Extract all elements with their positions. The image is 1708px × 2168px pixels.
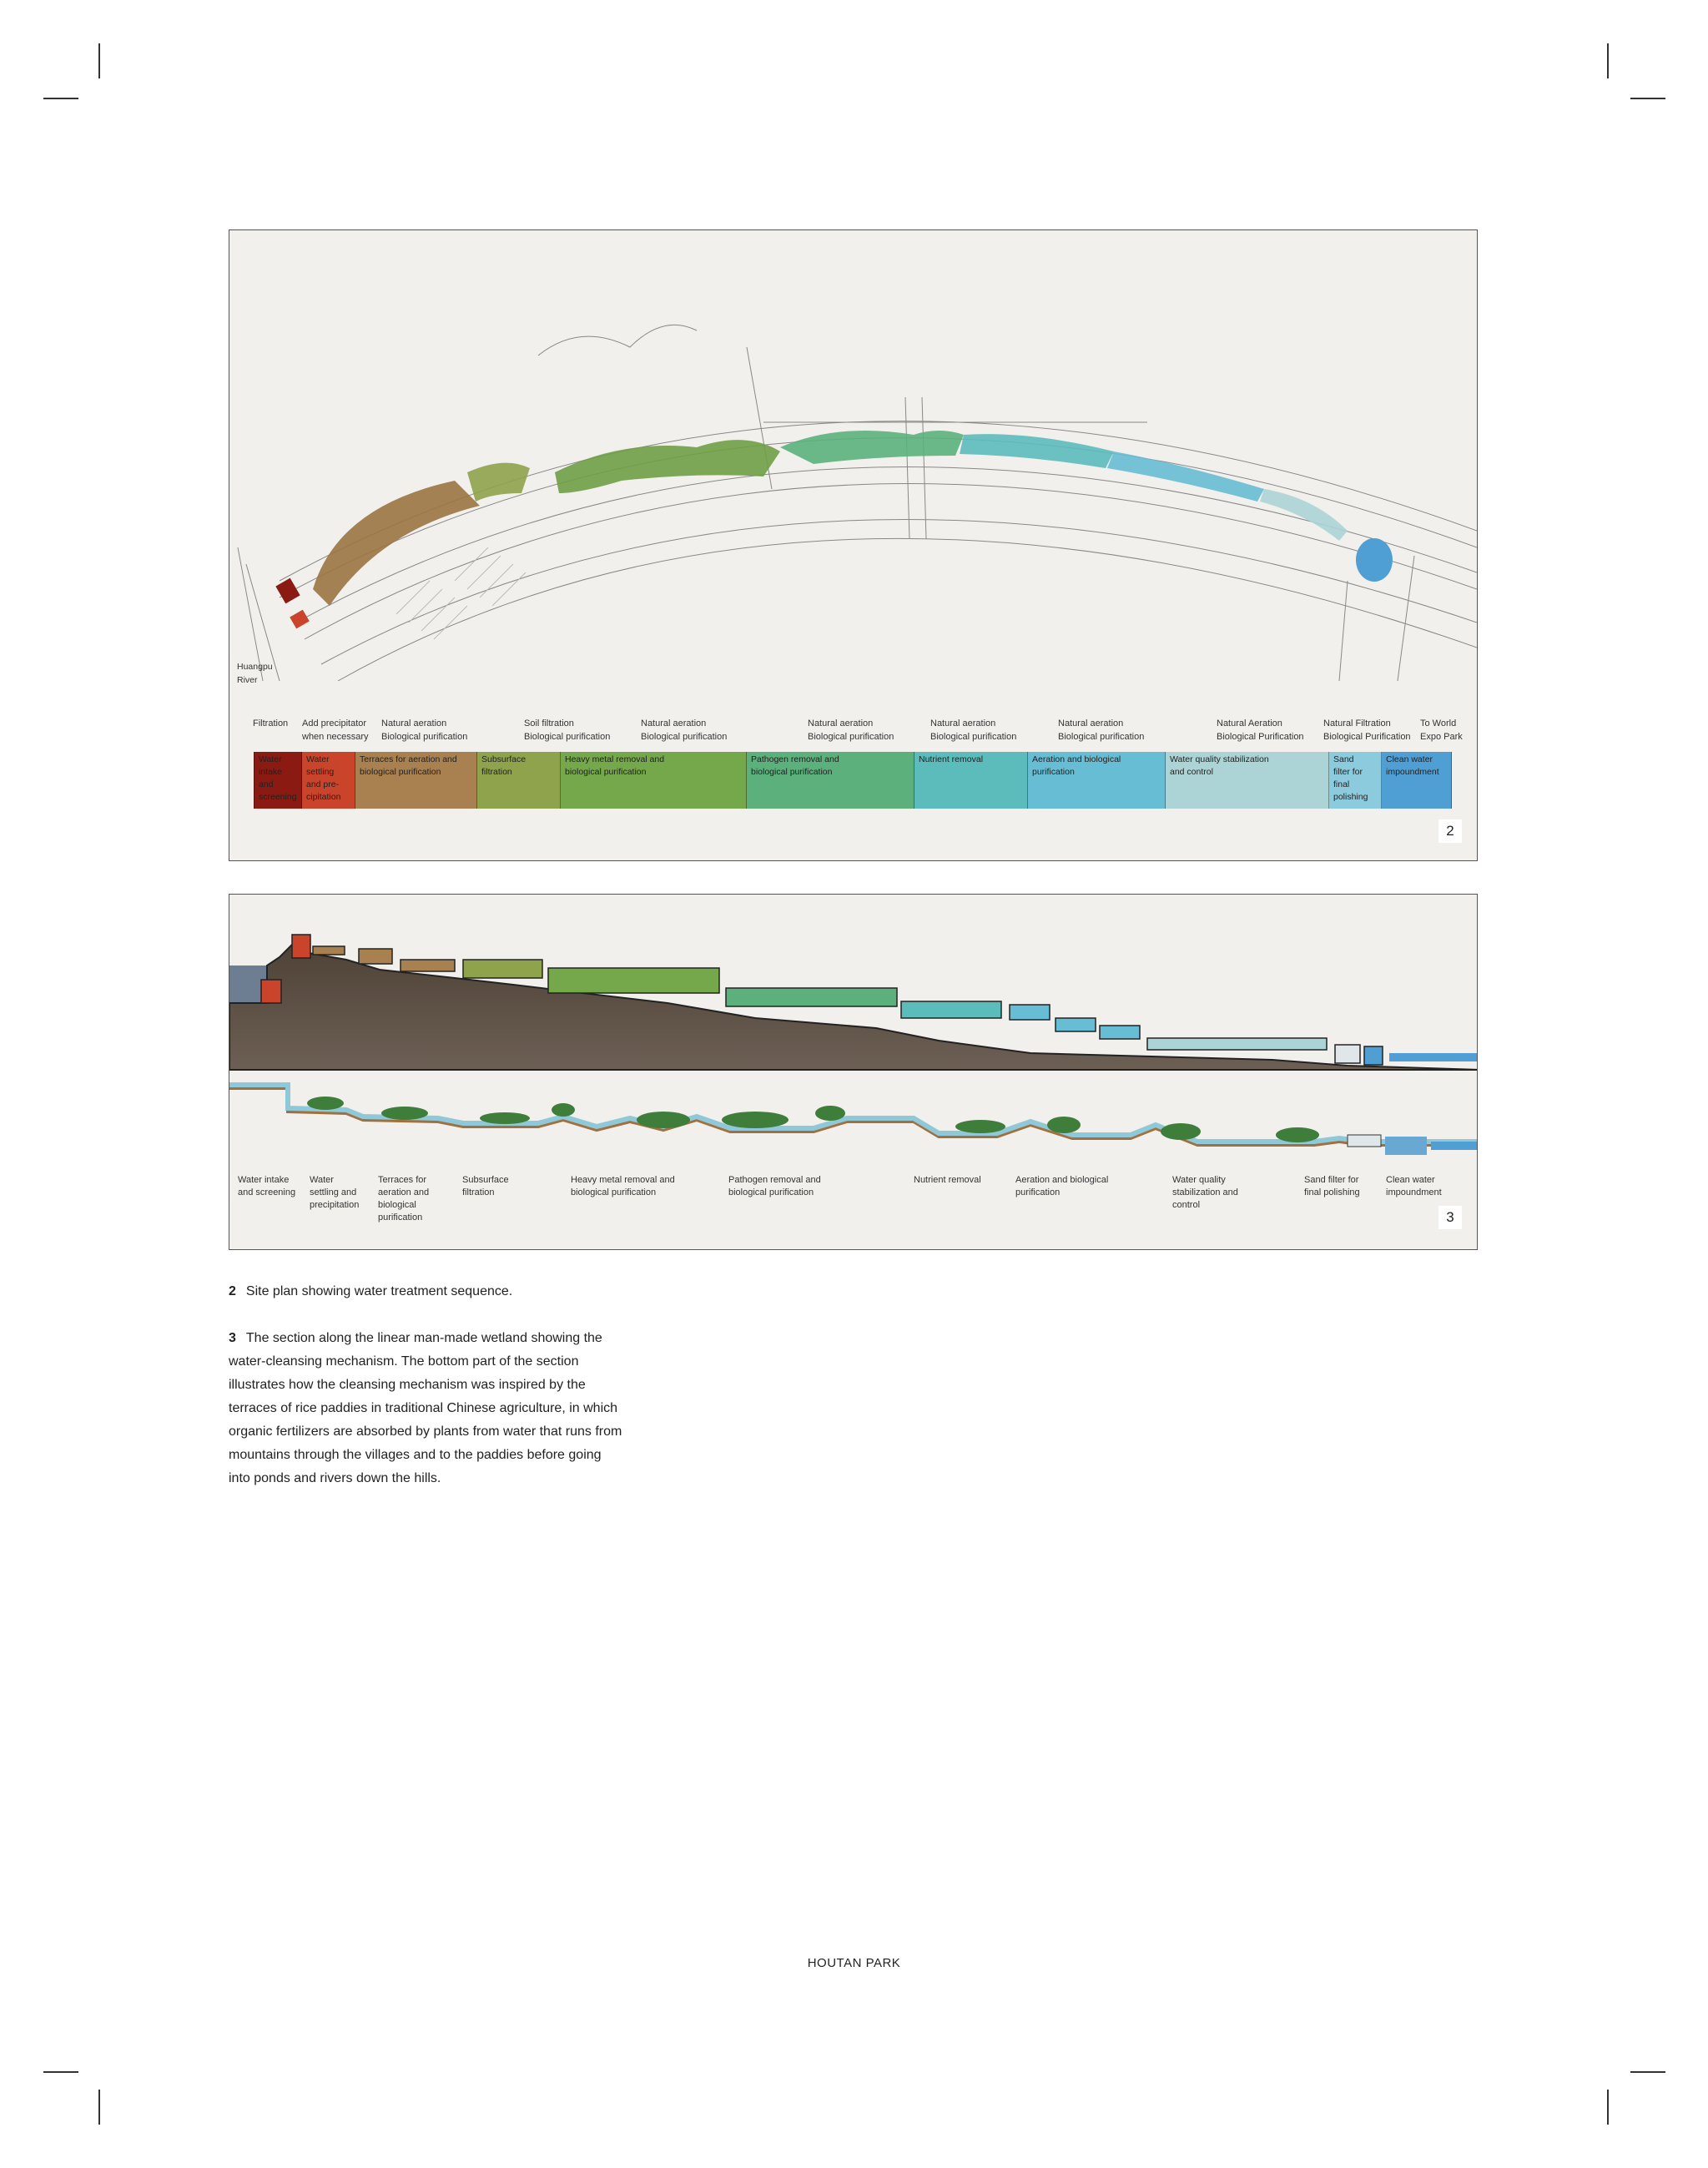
intake-structure — [261, 980, 281, 1003]
caption-number: 3 — [229, 1331, 236, 1345]
aeration-bed-3 — [1100, 1026, 1140, 1039]
settling-building — [290, 610, 310, 629]
caption-text: The section along the linear man-made wetland showing the water-cleansing mechanism. The bottom part of the section illustrates how the cleansing mechanism was inspired by the terraces of rice paddies in traditional Chinese agriculture, in which organic fertilizers are absorbed by plants from water that runs from mountains through the villages and to the paddies before going into ponds and rivers down the hills. — [229, 1331, 622, 1485]
process-label: Natural aeration Biological purification — [930, 718, 1017, 742]
legend-cell-sand-filter: Sand filter for final polishing — [1329, 752, 1382, 809]
nutrient-bed — [901, 1001, 1001, 1018]
pathogen-bed — [726, 988, 897, 1006]
legend-cell-aeration: Aeration and biological purification — [1028, 752, 1166, 809]
heavy-metal-bed — [548, 968, 719, 993]
legend-cell-terraces: Terraces for aeration and biological purification — [355, 752, 477, 809]
figure-number: 2 — [1438, 819, 1462, 843]
stabilization-zone — [1260, 489, 1348, 541]
section-label: Aeration and biological purification — [1015, 1175, 1109, 1197]
sand-filter — [1335, 1045, 1360, 1063]
section-label: Clean water impoundment — [1386, 1175, 1442, 1197]
section-lower-band — [229, 1078, 1478, 1170]
site-plan-drawing — [229, 230, 1478, 681]
process-label: Natural Filtration Biological Purification — [1323, 718, 1411, 742]
settling-tank — [292, 935, 310, 958]
legend-cell-impoundment: Clean water impoundment — [1382, 752, 1452, 809]
process-label: Add precipitator when necessary — [302, 718, 369, 742]
aeration-zone — [1107, 451, 1264, 502]
stabilization-bed — [1147, 1038, 1327, 1050]
legend-cell-subsurface: Subsurface filtration — [477, 752, 561, 809]
caption-2 — [229, 1280, 625, 1303]
section-label: Water intake and screening — [238, 1175, 296, 1197]
crop-mark — [1630, 98, 1665, 99]
process-label: Natural aeration Biological purification — [641, 718, 728, 742]
terraces-zone — [313, 481, 480, 606]
impoundment — [1364, 1046, 1383, 1065]
aeration-bed-1 — [1010, 1005, 1050, 1020]
nutrient-zone — [960, 434, 1114, 468]
aeration-bed-2 — [1056, 1018, 1096, 1031]
intake-building — [275, 578, 300, 604]
subsurface-zone — [467, 463, 530, 502]
terrace-3 — [401, 960, 455, 971]
site-plan-figure — [229, 229, 1478, 861]
river-label: Huangpu River — [237, 662, 273, 685]
figure-number: 3 — [1438, 1206, 1462, 1229]
terrace-2 — [359, 949, 392, 964]
crop-mark — [1607, 2090, 1609, 2125]
process-label: Natural aeration Biological purification — [381, 718, 468, 742]
section-drawing — [229, 895, 1478, 1170]
heavy-metal-zone — [555, 440, 780, 493]
crop-mark — [98, 43, 100, 78]
crop-mark — [43, 2071, 78, 2073]
process-label: To World Expo Park — [1420, 718, 1463, 742]
section-label: Terraces for aeration and biological purification — [378, 1175, 430, 1223]
section-label: Water settling and precipitation — [310, 1175, 360, 1210]
section-label: Pathogen removal and biological purification — [728, 1175, 821, 1197]
crop-mark — [43, 98, 78, 99]
pathogen-zone — [780, 431, 964, 464]
caption-text: Site plan showing water treatment sequence. — [245, 1284, 513, 1298]
section-label: Nutrient removal — [914, 1175, 981, 1185]
process-label: Filtration — [253, 718, 289, 729]
process-label: Soil filtration Biological purification — [524, 718, 611, 742]
outflow-lower — [1431, 1142, 1478, 1150]
section-figure — [229, 894, 1478, 1250]
section-label: Sand filter for final polishing — [1304, 1175, 1360, 1197]
crop-mark — [98, 2090, 100, 2125]
process-label: Natural aeration Biological purification — [1058, 718, 1145, 742]
legend-cell-nutrient: Nutrient removal — [914, 752, 1028, 809]
legend-cell-settling: Water settling and pre- cipitation — [302, 752, 355, 809]
running-footer: HOUTAN PARK — [807, 1956, 901, 1970]
caption-number: 2 — [229, 1284, 236, 1298]
section-label: Subsurface filtration — [462, 1175, 509, 1197]
section-label: Water quality stabilization and control — [1172, 1175, 1238, 1210]
caption-3 — [229, 1327, 625, 1490]
legend-cell-heavy-metal: Heavy metal removal and biological purification — [561, 752, 747, 809]
impoundment-lower — [1385, 1137, 1427, 1155]
legend-cell-intake: Water intake and screening — [254, 752, 302, 809]
process-label: Natural Aeration Biological Purification — [1217, 718, 1304, 742]
crop-mark — [1607, 43, 1609, 78]
treatment-legend — [254, 752, 1452, 809]
sand-filter-lower — [1348, 1135, 1381, 1147]
process-label: Natural aeration Biological purification — [808, 718, 894, 742]
legend-cell-pathogen: Pathogen removal and biological purification — [747, 752, 914, 809]
crop-mark — [1630, 2071, 1665, 2073]
terrace-1 — [313, 946, 345, 955]
impoundment-pond — [1356, 538, 1393, 582]
section-label: Heavy metal removal and biological purification — [571, 1175, 675, 1197]
subsurface-bed — [463, 960, 542, 978]
legend-cell-stabilization: Water quality stabilization and control — [1166, 752, 1329, 809]
outflow-channel — [1389, 1053, 1478, 1061]
